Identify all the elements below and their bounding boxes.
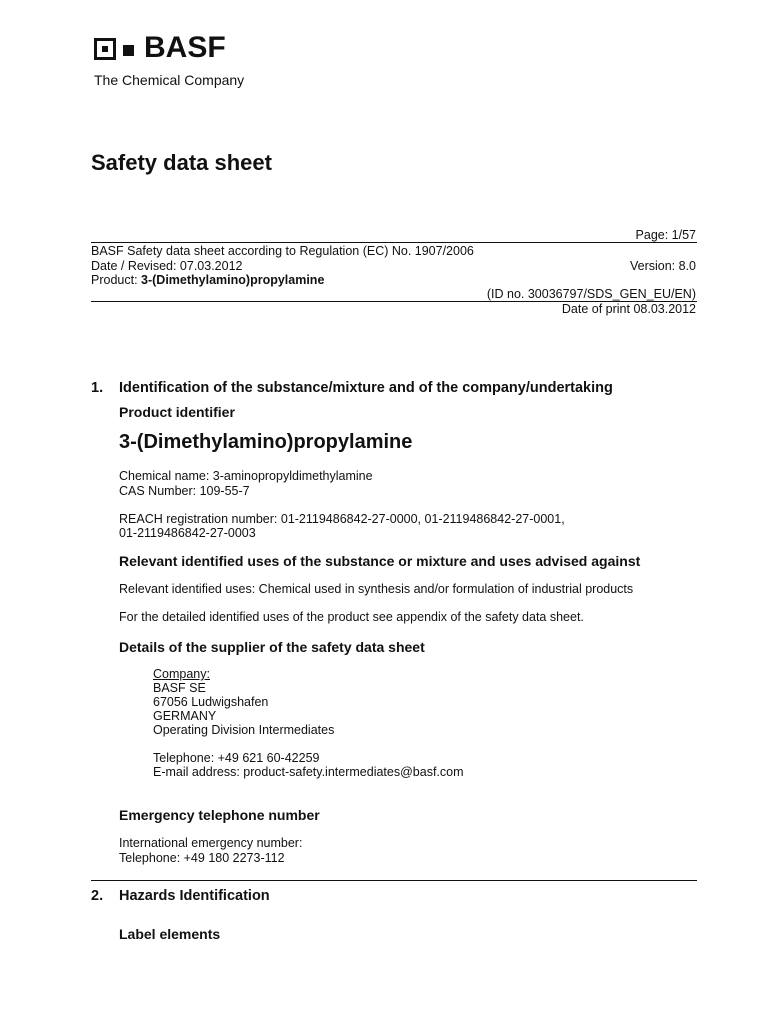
company-division: Operating Division Intermediates (153, 723, 335, 737)
emergency-heading: Emergency telephone number (119, 807, 320, 823)
uses-heading: Relevant identified uses of the substance or mixture and uses advised against (119, 553, 641, 569)
uses-text: Relevant identified uses: Chemical used in synthesis and/or formulation of industrial products (119, 582, 634, 596)
company-email[interactable]: E-mail address: product-safety.intermediates@basf.com (153, 765, 464, 779)
logo-wordmark: BASF (144, 31, 226, 64)
section-2-number: 2. (91, 888, 104, 904)
company-country: GERMANY (153, 709, 217, 723)
date-revised: Date / Revised: 07.03.2012 (91, 259, 243, 273)
cas-number: CAS Number: 109-55-7 (119, 484, 250, 498)
basf-logo (94, 31, 254, 95)
uses-detail: For the detailed identified uses of the product see appendix of the safety data sheet. (119, 610, 584, 624)
reach-registration-line-1: REACH registration number: 01-2119486842-27-0000, 01-2119486842-27-0001, (119, 512, 565, 526)
label-elements-heading: Label elements (119, 926, 221, 942)
page-number: Page: 1/57 (635, 228, 696, 242)
product-line (91, 273, 324, 288)
section-2-rule (91, 880, 697, 881)
version: Version: 8.0 (629, 259, 696, 273)
emergency-phone: Telephone: +49 180 2273-112 (119, 851, 285, 865)
section-2-heading: Hazards Identification (119, 888, 270, 904)
section-1-number: 1. (91, 380, 104, 396)
supplier-heading: Details of the supplier of the safety data sheet (119, 639, 425, 655)
logo-tagline: The Chemical Company (94, 72, 245, 88)
regulation-line: BASF Safety data sheet according to Regulation (EC) No. 1907/2006 (91, 244, 474, 258)
company-city: 67056 Ludwigshafen (153, 695, 269, 709)
chemical-name: Chemical name: 3-aminopropyldimethylamine (119, 469, 373, 483)
company-phone: Telephone: +49 621 60-42259 (153, 751, 320, 765)
company-name: BASF SE (153, 681, 206, 695)
reach-registration-line-2: 01-2119486842-27-0003 (119, 526, 256, 540)
document-title: Safety data sheet (91, 150, 272, 175)
date-of-print: Date of print 08.03.2012 (561, 302, 696, 316)
product-label: Product: (91, 273, 142, 287)
company-label: Company: (153, 667, 210, 681)
emergency-international: International emergency number: (119, 836, 303, 850)
id-number: (ID no. 30036797/SDS_GEN_EU/EN) (486, 287, 696, 301)
product-identifier-name: 3-(Dimethylamino)propylamine (119, 431, 413, 453)
header-top-rule (91, 242, 697, 243)
product-identifier-heading: Product identifier (119, 404, 235, 420)
product-name-header: 3-(Dimethylamino)propylamine (141, 273, 325, 287)
section-1-heading: Identification of the substance/mixture and of the company/undertaking (119, 380, 613, 396)
